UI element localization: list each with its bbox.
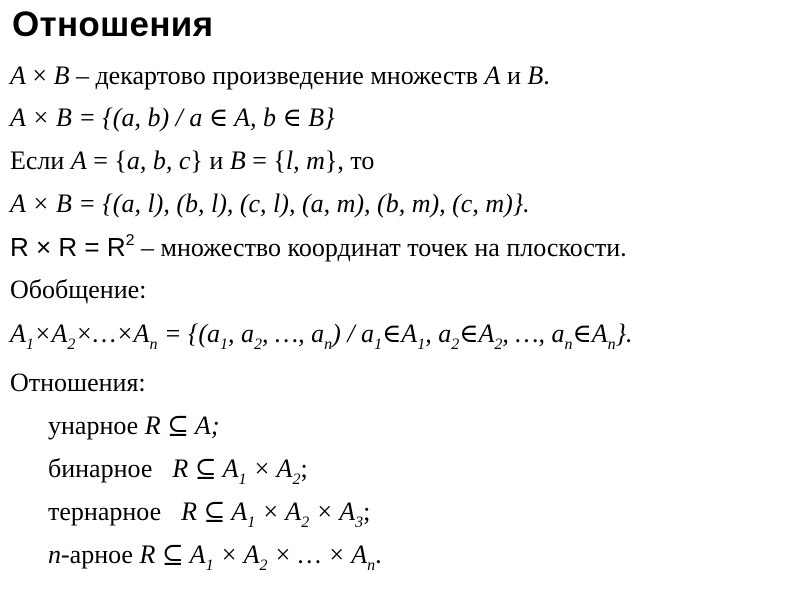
subscript: n bbox=[367, 557, 376, 574]
relation-type-label: бинарное bbox=[48, 454, 153, 483]
var-b: B bbox=[527, 61, 544, 90]
condition-slash: ) / a bbox=[332, 319, 375, 348]
line-n-ary-relation bbox=[48, 539, 382, 574]
times-a: × A bbox=[309, 497, 356, 526]
subscript: 1 bbox=[247, 514, 256, 531]
times-a: × A bbox=[246, 454, 293, 483]
period: . bbox=[543, 61, 550, 90]
relation-type-label: унарное bbox=[48, 411, 145, 440]
subscript: n bbox=[607, 336, 616, 353]
times-a: × A bbox=[255, 497, 302, 526]
relation-type-label: тернарное bbox=[48, 497, 162, 526]
subscript: 2 bbox=[67, 336, 76, 353]
relation-expression: R ⊆ A bbox=[172, 454, 239, 483]
definition-text: – декартово произведение множеств bbox=[69, 61, 485, 90]
element-of: ∈A bbox=[459, 319, 495, 348]
subscript: 2 bbox=[254, 336, 263, 353]
equals-brace: = { bbox=[86, 146, 127, 175]
equals-brace: = { bbox=[245, 146, 286, 175]
var-a: A bbox=[70, 146, 87, 175]
brace-close: }. bbox=[615, 319, 633, 348]
subscript: 3 bbox=[355, 514, 364, 531]
line-plane-coordinates bbox=[10, 231, 627, 264]
subscript: 1 bbox=[238, 471, 247, 488]
plane-text: – множество координат точек на плоскости. bbox=[134, 233, 627, 262]
subscript: n bbox=[324, 336, 333, 353]
comma-ellipsis-a: , …, a bbox=[502, 319, 565, 348]
var-b: B bbox=[229, 146, 246, 175]
relations-heading: Отношения: bbox=[10, 368, 146, 397]
line-generalized-product bbox=[10, 318, 633, 353]
comma-ellipsis-a: , …, a bbox=[262, 319, 325, 348]
r-squared-expression: R × R = R bbox=[10, 232, 126, 262]
subscript: 2 bbox=[451, 336, 460, 353]
superscript-2: 2 bbox=[125, 232, 135, 249]
var-a: A bbox=[484, 61, 501, 90]
subscript: 2 bbox=[292, 471, 301, 488]
line-cartesian-product-definition bbox=[10, 60, 550, 92]
var-a: A bbox=[10, 319, 26, 348]
brace-and: } и bbox=[190, 146, 230, 175]
line-unary-relation bbox=[48, 410, 219, 442]
generalization-heading: Обобщение: bbox=[10, 275, 147, 304]
semicolon: ; bbox=[363, 497, 371, 526]
line-binary-relation bbox=[48, 453, 308, 488]
subscript: 1 bbox=[25, 336, 34, 353]
conjunction: и bbox=[500, 61, 528, 90]
var-a: A bbox=[10, 61, 26, 90]
subscript: 2 bbox=[494, 336, 503, 353]
subscript: n bbox=[564, 336, 573, 353]
var-n: n bbox=[48, 540, 61, 569]
subscript: n bbox=[149, 336, 158, 353]
relation-expression: R ⊆ A bbox=[139, 540, 206, 569]
semicolon: ; bbox=[300, 454, 308, 483]
line-cartesian-product-set-builder: A × B = {(a, b) / a ∈ A, b ∈ B} bbox=[10, 103, 335, 132]
line-ternary-relation bbox=[48, 496, 371, 531]
subscript: 2 bbox=[259, 557, 268, 574]
comma-a: , a bbox=[425, 319, 452, 348]
subscript: 1 bbox=[374, 336, 383, 353]
comma-a: , a bbox=[228, 319, 255, 348]
relation-expression: R ⊆ A bbox=[181, 497, 248, 526]
if-word: Если bbox=[10, 146, 71, 175]
line-example-product: A × B = {(a, l), (b, l), (c, l), (a, m), (b, m), (c, m)}. bbox=[10, 189, 530, 218]
subscript: 1 bbox=[205, 557, 214, 574]
subscript: 1 bbox=[220, 336, 229, 353]
times-ellipsis-a: × … × A bbox=[267, 540, 368, 569]
var-a: A bbox=[133, 319, 150, 348]
tuple-open: = {(a bbox=[157, 319, 221, 348]
element-of: ∈A bbox=[572, 319, 608, 348]
element-of: ∈A bbox=[382, 319, 418, 348]
times-a: × A bbox=[213, 540, 260, 569]
relation-expression: R ⊆ A; bbox=[144, 411, 220, 440]
var-b: B bbox=[53, 61, 70, 90]
var-a: A bbox=[51, 319, 68, 348]
set-a-elements: a, b, c bbox=[126, 146, 191, 175]
times-sign: × bbox=[25, 61, 54, 90]
relation-type-label: -арное bbox=[61, 540, 140, 569]
subscript: 2 bbox=[301, 514, 310, 531]
brace-then: }, то bbox=[324, 146, 375, 175]
times-sign: × bbox=[33, 319, 52, 348]
line-example-sets bbox=[10, 145, 374, 177]
subscript: 1 bbox=[417, 336, 426, 353]
set-b-elements: l, m bbox=[285, 146, 325, 175]
period: . bbox=[375, 540, 382, 569]
page-title: Отношения bbox=[12, 5, 214, 44]
times-ellipsis: ×…× bbox=[75, 319, 134, 348]
